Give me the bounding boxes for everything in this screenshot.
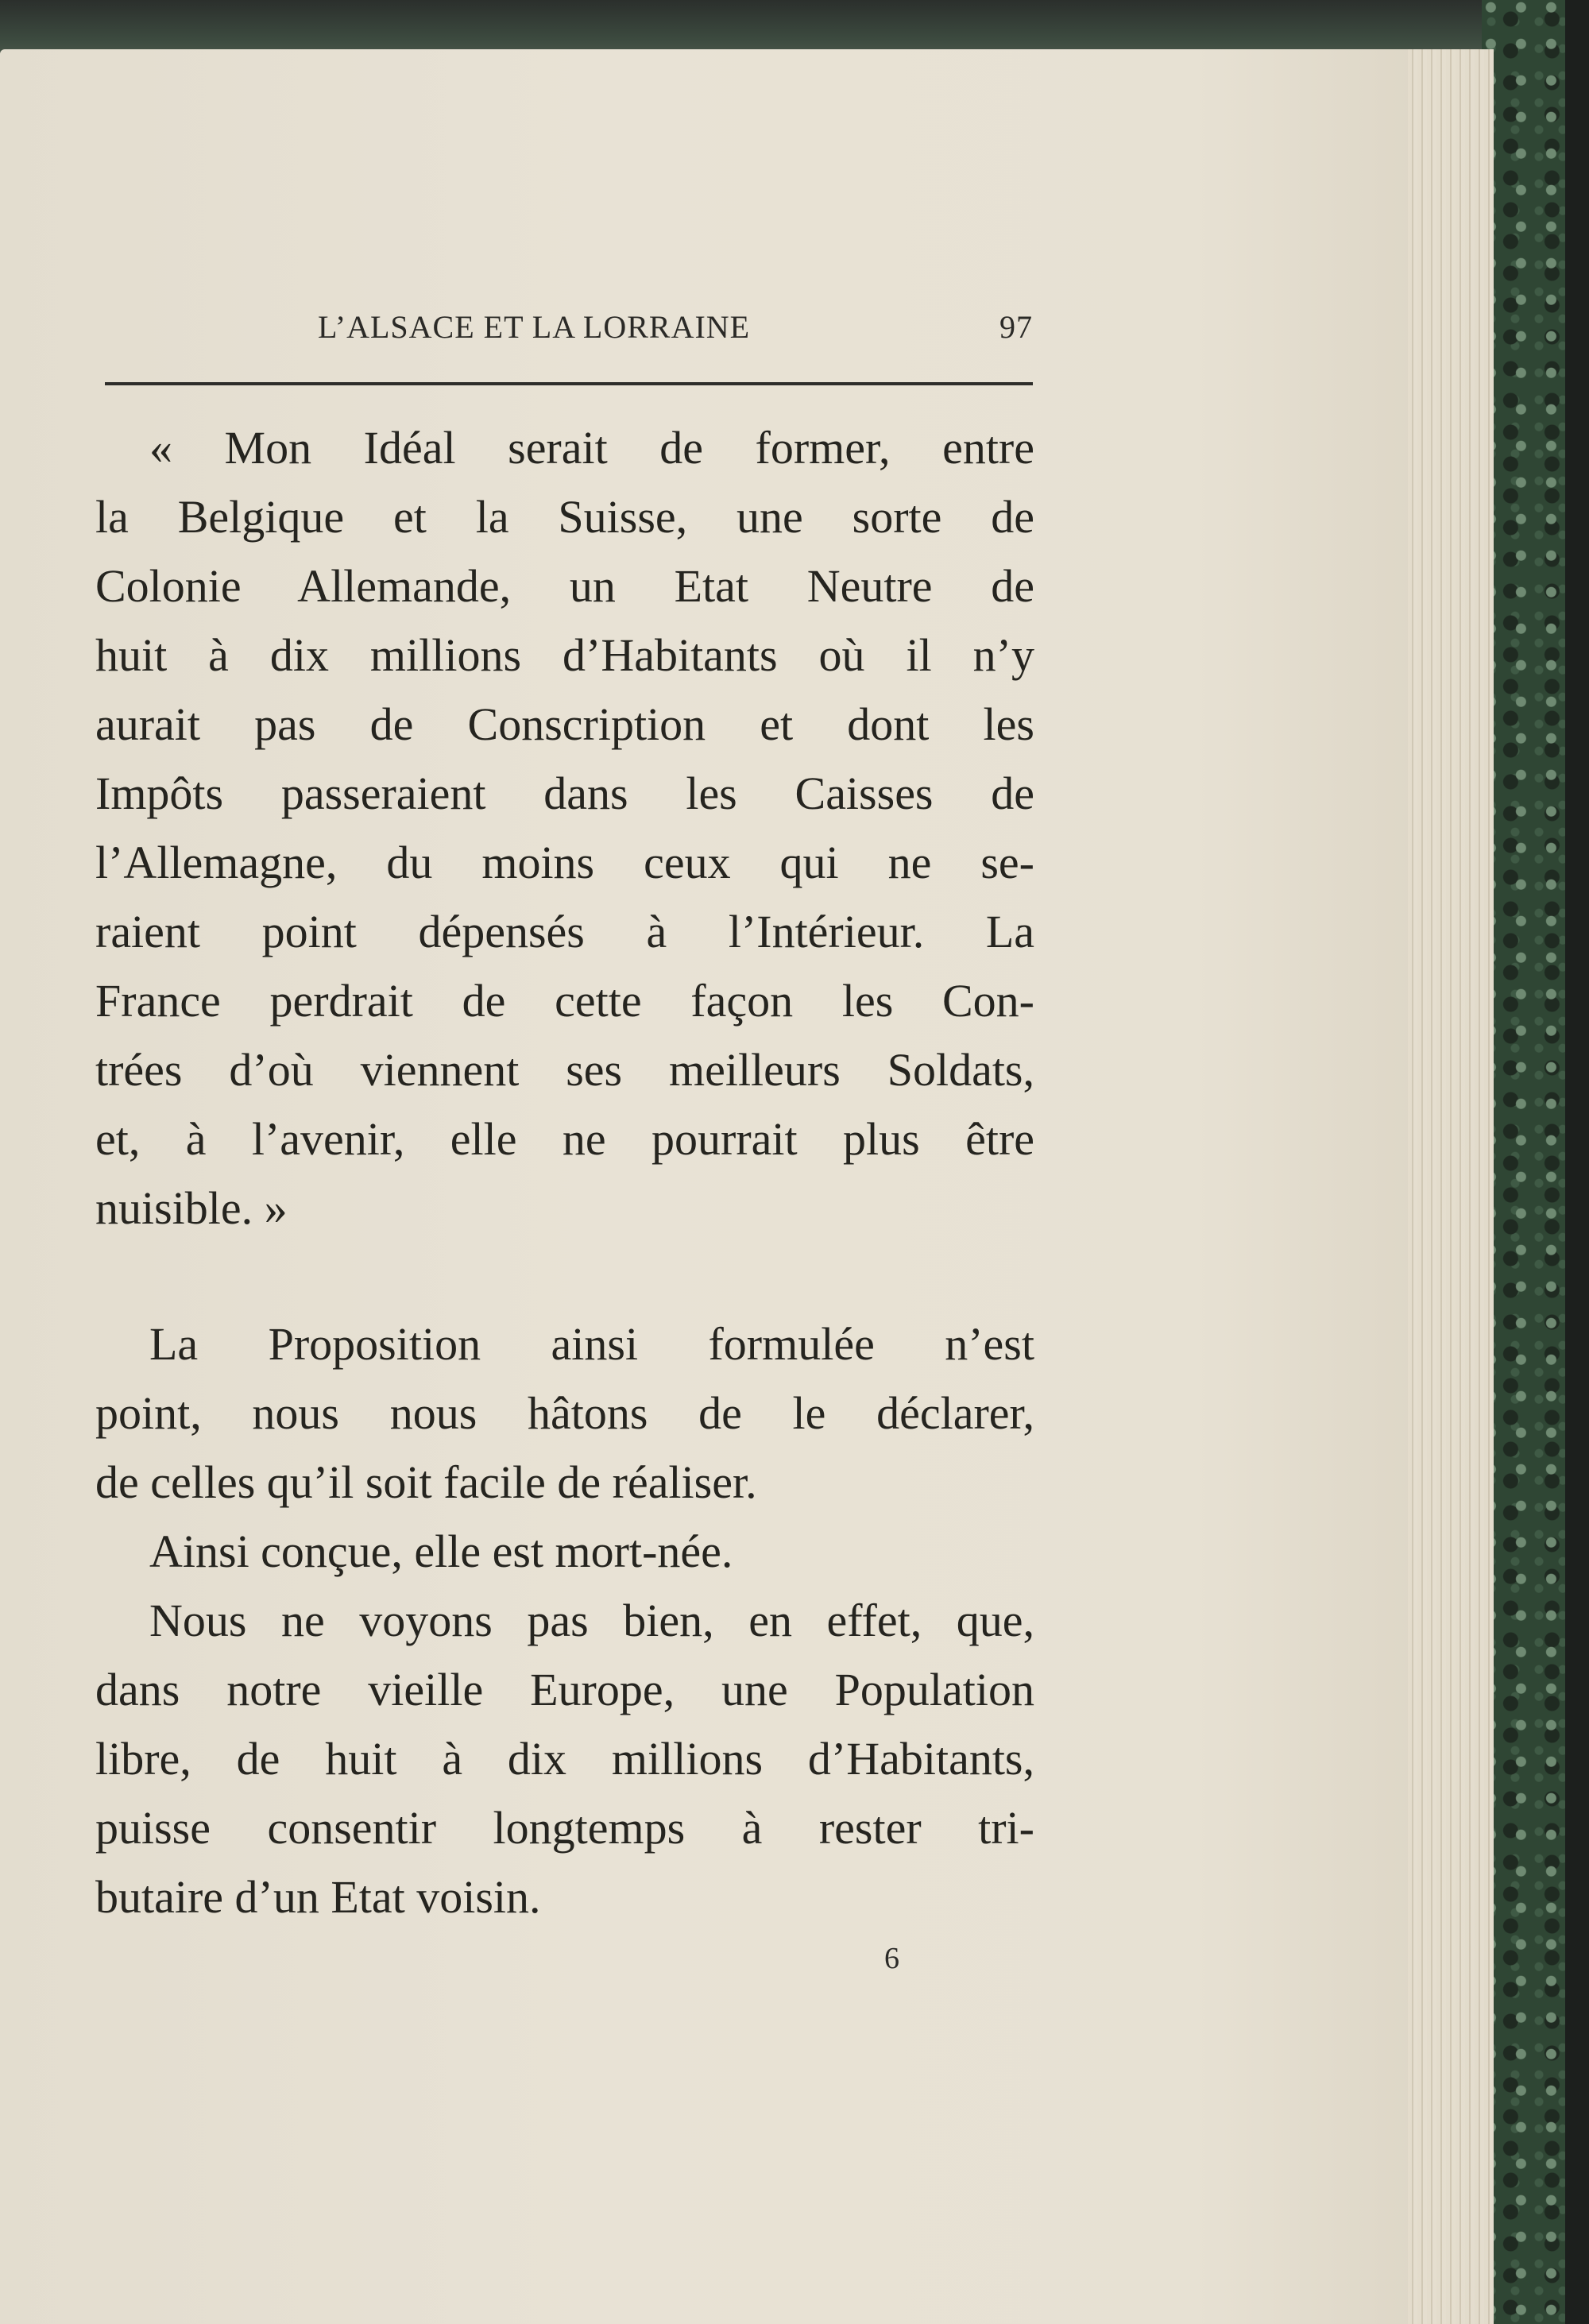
text-line: « Mon Idéal serait de former, entre (149, 422, 1034, 474)
running-head (95, 308, 1033, 356)
quote-paragraph (95, 413, 1034, 1243)
paragraph-europe (95, 1586, 1034, 1932)
text-line: puisse consentir longtemps à rester tri- (95, 1802, 1034, 1854)
cover-edge (1565, 0, 1589, 2324)
text-line: point, nous nous hâtons de le déclarer, (95, 1387, 1034, 1439)
text-line: raient point dépensés à l’Intérieur. La (95, 906, 1034, 957)
text-line: butaire d’un Etat voisin. (95, 1871, 541, 1923)
text-line: France perdrait de cette façon les Con- (95, 975, 1034, 1027)
text-line: Colonie Allemande, un Etat Neutre de (95, 560, 1034, 612)
text-line: aurait pas de Conscription et dont les (95, 698, 1034, 750)
signature-mark: 6 (884, 1942, 899, 1975)
header-rule (105, 382, 1033, 385)
text-line: de celles qu’il soit facile de réaliser. (95, 1456, 757, 1508)
text-line: la Belgique et la Suisse, une sorte de (95, 491, 1034, 543)
page-number: 97 (999, 309, 1033, 345)
text-line: Nous ne voyons pas bien, en effet, que, (149, 1595, 1034, 1646)
text-line: dans notre vieille Europe, une Population (95, 1664, 1034, 1715)
text-line: nuisible. » (95, 1182, 288, 1234)
text-line: La Proposition ainsi formulée n’est (149, 1318, 1034, 1370)
text-line: l’Allemagne, du moins ceux qui ne se- (95, 837, 1034, 888)
page-edges (1408, 49, 1494, 2324)
text-line: huit à dix millions d’Habitants où il n’y (95, 629, 1034, 681)
running-head-title: L’ALSACE ET LA LORRAINE (318, 309, 751, 345)
text-line: libre, de huit à dix millions d’Habitants, (95, 1733, 1034, 1785)
paragraph-proposition (95, 1309, 1034, 1517)
text-line: et, à l’avenir, elle ne pourrait plus être (95, 1113, 1034, 1165)
text-line: Ainsi conçue, elle est mort-née. (149, 1525, 733, 1577)
text-line: trées d’où viennent ses meilleurs Soldats, (95, 1044, 1034, 1096)
paragraph-morte-nee (95, 1517, 1034, 1586)
text-line: Impôts passeraient dans les Caisses de (95, 768, 1034, 819)
